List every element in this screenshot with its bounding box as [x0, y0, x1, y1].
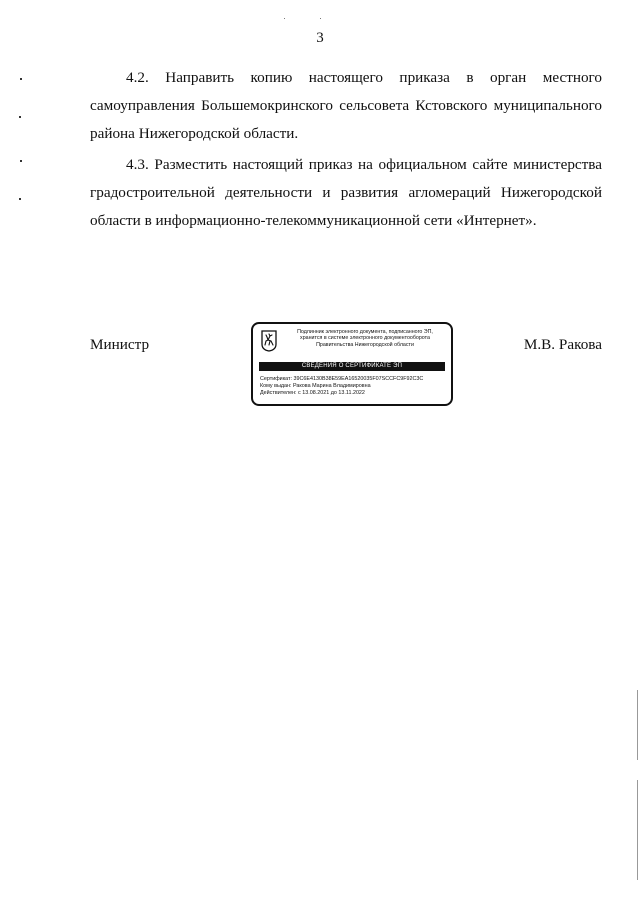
stamp-header-line: Подлинник электронного документа, подписанного ЭП,: [297, 329, 433, 335]
paragraph-4-3: 4.3. Разместить настоящий приказ на официальном сайте министерства градостроительной деятельности и развития агломераций Нижегородской области в информационно-телекоммуникационной сети «Интернет».: [90, 156, 602, 229]
certificate-owner: Кому выдан: Ракова Марина Владимировна: [260, 383, 371, 389]
margin-mark: [19, 116, 21, 118]
stamp-details: [260, 376, 448, 397]
certificate-number: Сертификат: 39C6E4130B38E59EA16520035F07SCCFC9F92C3C: [260, 376, 424, 382]
margin-mark: [20, 160, 22, 162]
stamp-header: [281, 329, 449, 348]
certificate-validity: Действителен: с 13.08.2021 до 13.11.2022: [260, 390, 365, 396]
stamp-header-line: хранится в системе электронного документооборота: [300, 335, 430, 342]
paragraph-4-2: 4.2. Направить копию настоящего приказа в орган местного самоуправления Большемокринского сельсовета Кстовского муниципального района Нижегородской области.: [90, 69, 602, 142]
scan-dot: [284, 18, 285, 19]
page-number: 3: [316, 30, 324, 46]
margin-mark: [19, 198, 21, 200]
stamp-certificate-band: СВЕДЕНИЯ О СЕРТИФИКАТЕ ЭП: [259, 362, 445, 371]
scan-dot: [320, 18, 321, 19]
margin-mark: [20, 78, 22, 80]
electronic-signature-stamp: [251, 322, 453, 406]
scan-edge-line: [637, 780, 638, 880]
signer-title: Министр: [90, 336, 150, 353]
stamp-header-line: Правительства Нижегородской области: [316, 341, 414, 348]
signer-name: М.В. Ракова: [523, 336, 602, 353]
scan-edge-line: [637, 690, 638, 760]
deer-emblem-icon: [261, 330, 277, 352]
